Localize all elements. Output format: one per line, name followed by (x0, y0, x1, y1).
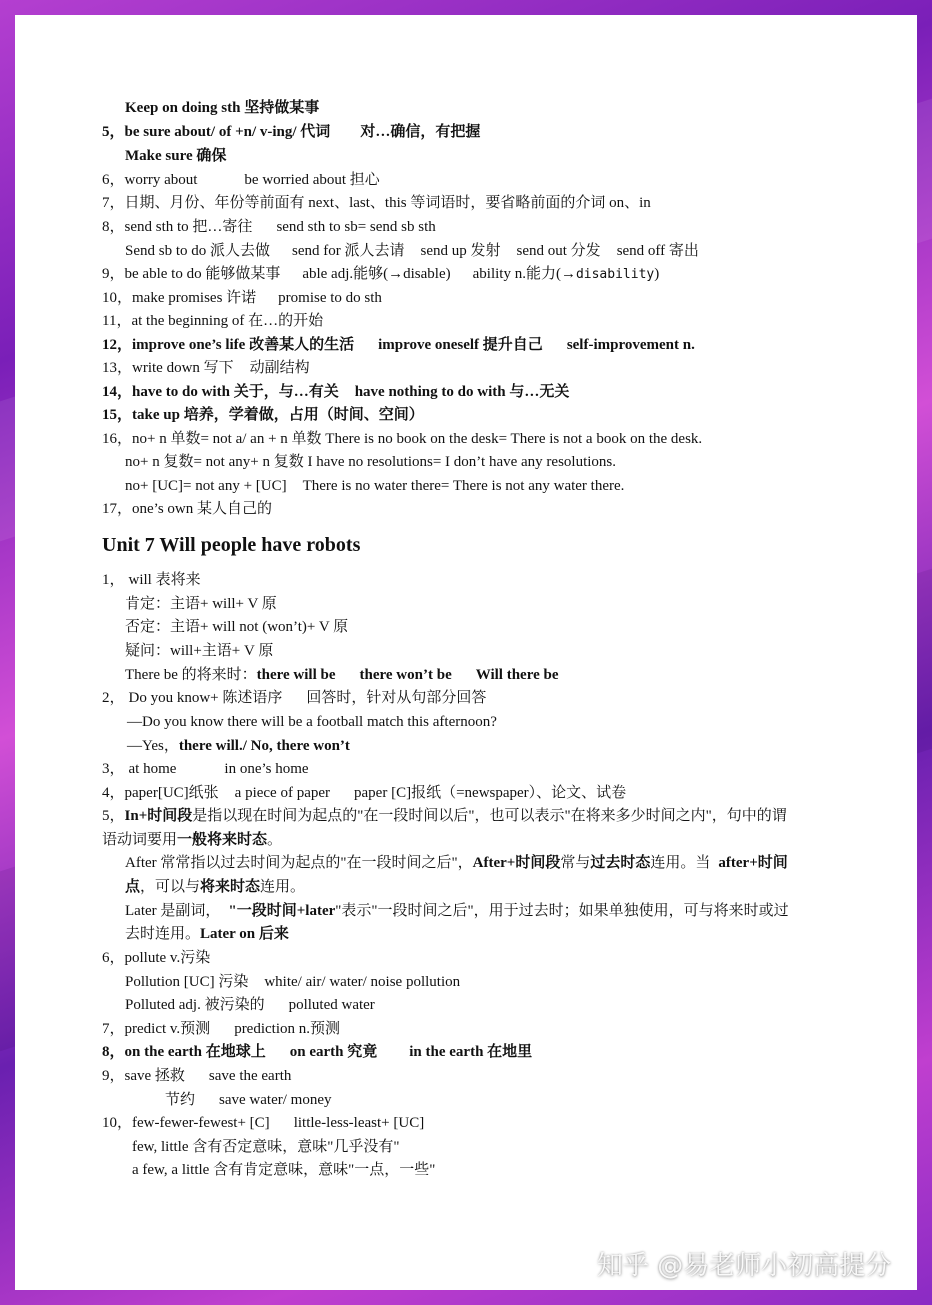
note-text: 回答时，针对从句部分回答 (306, 690, 487, 706)
note-line (102, 217, 436, 237)
item-number: 5， (102, 124, 125, 140)
note-text: be sure about/ of +n/ v-ing/ 代词 (124, 124, 331, 140)
note-line (102, 288, 382, 308)
note-line (102, 948, 210, 968)
note-text: —Yes， (127, 738, 179, 754)
note-text: at home (128, 761, 177, 777)
item-number: 1， (102, 572, 125, 588)
note-line (102, 499, 272, 519)
note-text: prediction n.预测 (234, 1021, 341, 1037)
note-line (125, 641, 273, 661)
note-text: 否定：主语+ will not (won’t)+ V 原 (125, 619, 349, 635)
note-text: 一般将来时态 (177, 832, 268, 848)
note-text: paper [C]报纸（=newspaper）、论文、试卷 (354, 785, 627, 801)
note-line (125, 594, 277, 614)
note-line (102, 570, 201, 590)
note-text: ability n.能力(→ (472, 266, 576, 282)
note-text: will 表将来 (128, 572, 201, 588)
note-text: Send sb to do 派人去做 (125, 243, 271, 259)
item-number: 15， (102, 407, 133, 423)
note-text: "一段时间+later (228, 903, 336, 919)
item-number: 2， (102, 690, 125, 706)
note-line (165, 1090, 331, 1110)
note-text: 常与 (560, 855, 591, 871)
note-text: 是指以现在时间为起点的"在一段时间以后"，也可以表示"在将来多少时间之内"，句中的谓 (192, 808, 787, 824)
note-line (102, 1066, 291, 1086)
note-text: able adj.能够(→disable) (302, 266, 451, 282)
note-text: little-less-least+ [UC] (293, 1115, 425, 1131)
note-text: after+时间 (718, 855, 788, 871)
note-text: save the earth (208, 1068, 292, 1084)
note-text: few, little 含有否定意味，意味"几乎没有" (132, 1139, 400, 1155)
note-line (102, 122, 480, 142)
note-text: one’s own 某人自己的 (132, 501, 273, 517)
note-text: Will there be (475, 667, 559, 683)
note-text: 对…确信，有把握 (360, 124, 481, 140)
note-text: take up 培养，学着做，占用（时间、空间） (132, 407, 424, 423)
note-text: few-fewer-fewest+ [C] (132, 1115, 270, 1131)
note-line (102, 688, 486, 708)
note-line (125, 476, 624, 496)
note-text: After 常常指以过去时间为起点的"在一段时间之后"， (125, 855, 473, 871)
note-text: Make sure 确保 (125, 148, 227, 164)
note-text: —Do you know there will be a football match this afternoon? (127, 714, 497, 730)
note-line (102, 1019, 340, 1039)
item-number: 3， (102, 761, 125, 777)
note-text: send sth to 把…寄往 (124, 219, 253, 235)
note-line (125, 98, 319, 118)
note-line (125, 853, 788, 873)
note-text: save water/ money (219, 1092, 332, 1108)
note-text: 动副结构 (249, 360, 310, 376)
note-line (102, 806, 787, 826)
zhihu-watermark: 知乎 @易老师小初高提分 (597, 1251, 892, 1281)
note-line (102, 830, 282, 850)
note-text: There be 的将来时： (125, 667, 257, 683)
note-text: Later on 后来 (200, 926, 289, 942)
note-text: a few, a little 含有肯定意味，意味"一点，一些" (132, 1162, 436, 1178)
document-page (15, 15, 917, 1290)
note-line (125, 877, 305, 897)
note-line (102, 193, 651, 213)
note-text: send sth to sb= send sb sth (276, 219, 436, 235)
note-text: 语动词要用 (102, 832, 178, 848)
note-line (102, 335, 695, 355)
note-text: self-improvement n. (566, 337, 695, 353)
item-number: 4， (102, 785, 125, 801)
item-number: 16， (102, 431, 133, 447)
note-text: a piece of paper (234, 785, 331, 801)
note-text: Polluted adj. 被污染的 (125, 997, 265, 1013)
note-text: have nothing to do with 与…无关 (354, 384, 570, 400)
note-line (102, 783, 626, 803)
note-text: no+ n 单数= not a/ an + n 单数 There is no book on the desk= There is not a book on the desk. (132, 431, 703, 447)
note-text: there won’t be (359, 667, 452, 683)
note-text: In+时间段 (124, 808, 193, 824)
note-text: write down 写下 (132, 360, 234, 376)
item-number: 9， (102, 266, 125, 282)
note-line (132, 1137, 400, 1157)
note-text: 疑问：will+主语+ V 原 (125, 643, 274, 659)
note-text: send out 分发 (516, 243, 601, 259)
note-text: 日期、月份、年份等前面有 next、last、this 等词语时，要省略前面的介词 on、in (124, 195, 651, 211)
note-line (102, 405, 424, 425)
note-line (127, 736, 350, 756)
note-text: send off 寄出 (616, 243, 699, 259)
note-line (127, 712, 497, 732)
item-number: 7， (102, 195, 125, 211)
note-text: 去时连用。 (125, 926, 201, 942)
note-text: paper[UC]纸张 (124, 785, 219, 801)
note-text: Later 是副词， (125, 903, 221, 919)
note-text: 点 (125, 879, 141, 895)
item-number: 8， (102, 1044, 125, 1060)
item-number: 10， (102, 290, 133, 306)
item-number: 7， (102, 1021, 125, 1037)
item-number: 11， (102, 313, 132, 329)
note-text: pollute v.污染 (124, 950, 211, 966)
item-number: 12， (102, 337, 133, 353)
note-text: 将来时态 (200, 879, 261, 895)
note-text: no+ [UC]= not any + [UC] (125, 478, 287, 494)
note-text: on the earth 在地球上 (124, 1044, 266, 1060)
note-text: ，可以与 (140, 879, 201, 895)
note-line (102, 1042, 532, 1062)
item-number: 9， (102, 1068, 125, 1084)
note-line (125, 241, 699, 261)
note-line (125, 901, 789, 921)
note-text: no+ n 复数= not any+ n 复数 I have no resolutions= I don’t have any resolutions. (125, 454, 616, 470)
note-line (102, 170, 380, 190)
unit-heading: Unit 7 Will people have robots (102, 534, 361, 556)
note-line (102, 311, 323, 331)
note-text: on earth 究竟 (289, 1044, 378, 1060)
note-line (125, 146, 226, 166)
note-line (102, 264, 659, 285)
note-text: disability (575, 267, 655, 282)
note-text: have to do with 关于，与…有关 (132, 384, 339, 400)
note-text: there will be (256, 667, 336, 683)
note-text: in one’s home (224, 761, 309, 777)
note-line (102, 1113, 424, 1133)
note-text: 肯定：主语+ will+ V 原 (125, 596, 277, 612)
note-text: be worried about 担心 (244, 172, 380, 188)
note-text: improve oneself 提升自己 (378, 337, 543, 353)
note-text: Keep on doing sth 坚持做某事 (125, 100, 320, 116)
note-text: there will./ No, there won’t (178, 738, 350, 754)
note-text: 。 (267, 832, 283, 848)
item-number: 5， (102, 808, 125, 824)
item-number: 14， (102, 384, 133, 400)
note-text: There is no water there= There is not any water there. (302, 478, 625, 494)
item-number: 6， (102, 950, 125, 966)
note-line (102, 429, 702, 449)
item-number: 6， (102, 172, 125, 188)
note-text: be able to do 能够做某事 (124, 266, 281, 282)
note-text: in the earth 在地里 (409, 1044, 533, 1060)
note-text: send for 派人去请 (292, 243, 405, 259)
note-text: white/ air/ water/ noise pollution (264, 974, 461, 990)
note-text: ) (654, 266, 660, 282)
note-text: promise to do sth (278, 290, 382, 306)
note-text: "表示"一段时间之后"，用于过去时；如果单独使用，可与将来时或过 (335, 903, 789, 919)
item-number: 10， (102, 1115, 133, 1131)
note-line (125, 452, 616, 472)
note-text: polluted water (288, 997, 375, 1013)
note-line (125, 972, 460, 992)
note-text: Do you know+ 陈述语序 (128, 690, 283, 706)
note-text: Pollution [UC] 污染 (125, 974, 249, 990)
note-text: After+时间段 (472, 855, 561, 871)
note-line (102, 358, 310, 378)
note-text: 节约 (165, 1092, 196, 1108)
note-text: improve one’s life 改善某人的生活 (132, 337, 355, 353)
note-line (125, 924, 289, 944)
note-text: at the beginning of 在…的开始 (131, 313, 324, 329)
item-number: 17， (102, 501, 133, 517)
note-text: make promises 许诺 (132, 290, 257, 306)
note-text: 连用。当 (650, 855, 711, 871)
note-line (125, 995, 375, 1015)
note-line (125, 617, 348, 637)
note-text: send up 发射 (420, 243, 501, 259)
note-line (102, 382, 569, 402)
item-number: 13， (102, 360, 133, 376)
item-number: 8， (102, 219, 125, 235)
note-line (125, 665, 559, 685)
note-text: worry about (124, 172, 198, 188)
note-line (102, 759, 309, 779)
note-text: predict v.预测 (124, 1021, 211, 1037)
note-text: save 拯救 (124, 1068, 185, 1084)
note-text: 过去时态 (590, 855, 651, 871)
note-line (132, 1160, 435, 1180)
note-text: 连用。 (260, 879, 306, 895)
